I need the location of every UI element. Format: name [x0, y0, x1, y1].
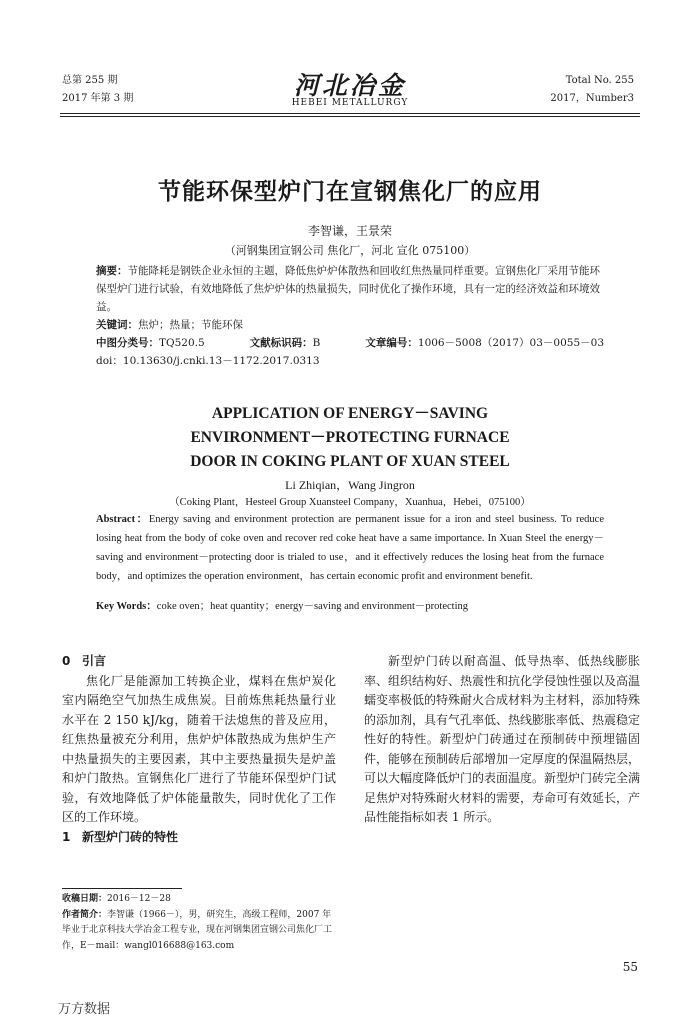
classification-line: [96, 334, 604, 352]
author-bio-text: 李智谦（1966－），男，研究生，高级工程师，2007 年毕业于北京科技大学冶金工程专业，现在河钢集团宣钢公司焦化厂工作，E－mail：wangl016688@163.com: [62, 909, 333, 951]
keywords-cn: [96, 316, 604, 334]
paper-title-en-line2: ENVIRONMENT－PROTECTING FURNACE: [190, 429, 510, 446]
section-0-heading: [62, 652, 336, 672]
abstract-cn-label: 摘要：: [96, 265, 128, 277]
article-number-label: 文章编号：: [365, 337, 418, 349]
section-1-number: 1: [62, 829, 71, 844]
affiliation-cn: （河钢集团宣钢公司 焦化厂，河北 宣化 075100）: [224, 244, 476, 257]
abstract-en-label: Abstract：: [96, 514, 149, 525]
class-number-value: TQ520.5: [159, 337, 205, 349]
abstract-cn-text: 节能降耗是钢铁企业永恒的主题，降低焦炉炉体散热和回收红焦热量同样重要。宣钢焦化厂采用节能环保型炉门进行试验，有效地降低了焦炉炉体的热量损失，同时优化了操作环境，具有一定的经济效益和环境效益。: [96, 265, 600, 313]
document-code-label: 文献标识码：: [249, 337, 313, 349]
received-date-label: 收稿日期：: [62, 894, 108, 904]
authors-cn: 李智谦，王景荣: [307, 224, 392, 238]
article-number-value: 1006－5008（2017）03－0055－03: [417, 337, 604, 349]
issue-number-en: 2017，Number3: [550, 93, 634, 104]
doi: doi：10.13630/j.cnki.13－1172.2017.0313: [96, 355, 320, 367]
section-1-title: 新型炉门砖的特性: [82, 829, 179, 844]
body-column-right: [364, 652, 640, 828]
class-number: [96, 334, 205, 352]
paper-title-en: [0, 402, 700, 474]
section-1-heading: [62, 828, 336, 848]
paper-title-cn: 节能环保型炉门在宣钢焦化厂的应用: [158, 179, 542, 205]
keywords-cn-label: 关键词：: [96, 319, 138, 331]
total-issue-cn: 总第 255 期: [62, 75, 118, 86]
received-date-value: 2016－12－28: [107, 894, 171, 904]
article-number: [365, 334, 604, 352]
authors-en: Li Zhiqian，Wang Jingron: [285, 478, 415, 492]
received-date: [62, 892, 338, 908]
document-code: [250, 334, 321, 352]
total-issue-en: Total No. 255: [565, 75, 634, 86]
footnote-rule: [62, 888, 182, 889]
journal-title-en: HEBEI METALLURGY: [291, 98, 409, 108]
keywords-en: [96, 597, 604, 616]
abstract-en: [96, 510, 604, 586]
section-1-paragraph: 新型炉门砖以耐高温、低导热率、低热线膨胀率、组织结构好、热震性和抗化学侵蚀性强以及高温蠕变率极低的特殊耐火合成材料为主材料，添加特殊的添加剂，具有气孔率低、热线膨胀率低、热震稳定性好的特性。新型炉门砖通过在预制砖中预埋锚固件，能够在预制砖后部增加一定厚度的保温隔热层，可以大幅度降低炉门的表面温度。新型炉门砖完全满足焦炉对特殊耐火材料的需要，寿命可有效延长，产品性能指标如表 1 所示。: [364, 654, 641, 824]
keywords-cn-text: 焦炉；热量；节能环保: [138, 319, 243, 331]
section-0-paragraph: 焦化厂是能源加工转换企业，煤料在焦炉炭化室内隔绝空气加热生成焦炭。目前炼焦耗热量行业水平在 2 150 kJ/kg，随着干法熄焦的普及应用，红焦热量被充分利用，焦炉炉体散热成为焦炉生产中热量损失的主要因素，其中主要热量损失是炉盖和炉门散热。宣钢焦化厂进行了节能环保型炉门试验，有效地降低了炉体能量散失，同时优化了工作区的工作环境。: [62, 673, 336, 824]
section-0-title: 引言: [82, 654, 107, 668]
author-bio-label: 作者简介：: [62, 909, 108, 920]
header-right: [550, 72, 634, 108]
abstract-cn: [96, 262, 604, 316]
affiliation-en: （Coking Plant，Hesteel Group Xuansteel Company，Xuanhua，Hebei，075100）: [169, 497, 531, 508]
watermark-text: 万方数据: [58, 1002, 111, 1017]
paper-title-en-line3: DOOR IN COKING PLANT OF XUAN STEEL: [190, 453, 510, 470]
page-number: 55: [622, 960, 638, 974]
keywords-en-text: coke oven；heat quantity；energy－saving and environment－protecting: [156, 601, 469, 612]
body-column-left: [62, 652, 336, 847]
document-code-value: B: [312, 337, 321, 349]
abstract-en-text: Energy saving and environment protection are permanent issue for a iron and steel business. To reduce losing heat from the body of coke oven and recover red coke heat have a same importance. In Xuan Steel the energy－saving and environment－protecting door is trialed to use，and it effectively reduces the losing heat from the furnace body，and optimizes the operation environment，has certain economic profit and environment benefit.: [96, 514, 605, 582]
paper-title-en-line1: APPLICATION OF ENERGY－SAVING: [211, 405, 489, 422]
header-rule-thin: [60, 116, 640, 117]
header-rule-thick: [60, 113, 640, 114]
issue-number-cn: 2017 年第 3 期: [62, 93, 134, 104]
section-0-number: 0: [62, 654, 71, 668]
author-bio: [62, 908, 338, 955]
footnote: [62, 892, 338, 954]
journal-title-cn: 河北冶金: [293, 71, 406, 100]
keywords-en-label: Key Words：: [96, 601, 157, 612]
class-number-label: 中图分类号：: [96, 337, 159, 349]
